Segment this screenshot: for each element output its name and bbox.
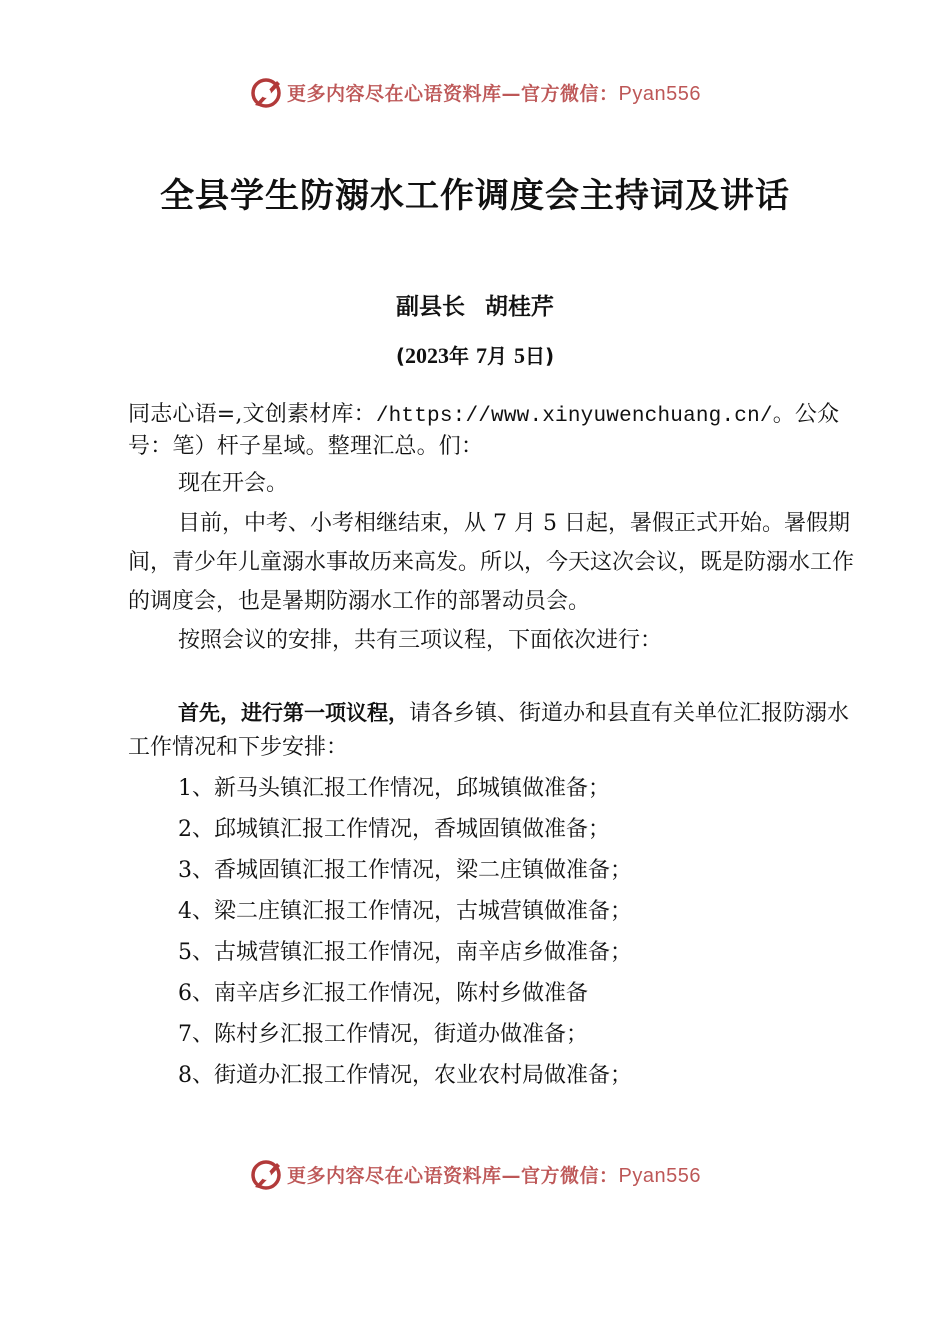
watermark-text <box>287 79 701 106</box>
date-open: ( <box>395 344 406 368</box>
watermark-banner-bottom <box>0 1154 950 1194</box>
watermark-banner-top <box>0 72 950 112</box>
watermark-separator: — <box>501 1164 522 1187</box>
watermark-slogan: 更多内容尽在心语资料库 <box>287 1164 502 1187</box>
agenda-one-rest: 请各乡镇、街道办和县直有关单位汇报防溺水工作情况和下步安排： <box>128 701 850 760</box>
watermark-wechat-label: 官方微信： <box>521 82 619 105</box>
agenda-one-lead: 首先，进行第一项议程， <box>178 701 409 725</box>
date-year-suffix: 年 <box>449 344 470 368</box>
intro-text-2: 。公众号：笔）杆子星域。整理汇总。们： <box>128 402 840 459</box>
watermark-wechat-id: Pyan556 <box>618 82 701 105</box>
brush-logo-icon <box>249 75 283 109</box>
list-item: 2、邱城镇汇报工作情况，香城固镇做准备； <box>178 817 610 842</box>
date-day: 5 <box>513 343 525 368</box>
speaker-name: 胡桂芹 <box>485 294 554 320</box>
brush-logo-icon <box>249 1157 283 1191</box>
list-item: 3、香城固镇汇报工作情况，梁二庄镇做准备； <box>178 858 632 883</box>
list-item: 4、梁二庄镇汇报工作情况，古城营镇做准备； <box>178 899 632 924</box>
watermark-slogan: 更多内容尽在心语资料库 <box>287 82 502 105</box>
date-month: 7 <box>476 343 487 368</box>
date-day-suffix: 日 <box>524 344 545 368</box>
speaker-line <box>0 288 950 321</box>
date-close: ) <box>544 344 555 368</box>
speaker-role: 副县长 <box>396 294 465 320</box>
paragraph-open-meeting: 现在开会。 <box>178 471 289 496</box>
main-paragraphs <box>128 464 868 661</box>
watermark-separator: — <box>501 82 522 105</box>
list-item: 7、陈村乡汇报工作情况，街道办做准备； <box>178 1022 588 1047</box>
date-month-suffix: 月 <box>487 344 507 368</box>
agenda-list <box>128 768 868 1096</box>
watermark-text <box>287 1161 701 1188</box>
document-title: 全县学生防溺水工作调度会主持词及讲话 <box>160 176 790 216</box>
date-year: 2023 <box>405 343 450 368</box>
list-item: 6、南辛店乡汇报工作情况，陈村乡做准备 <box>178 981 588 1006</box>
agenda-one-paragraph <box>128 696 868 765</box>
intro-url: /https://www.xinyuwenchuang.cn/ <box>375 405 773 428</box>
watermark-wechat-label: 官方微信： <box>521 1164 619 1187</box>
speech-date <box>0 340 950 369</box>
paragraph-summer-context: 目前，中考、小考相继结束，从 7 月 5 日起，暑假正式开始。暑假期间，青少年儿童溺水事故历来高发。所以，今天这次会议，既是防溺水工作的调度会，也是暑期防溺水工作的部署动员会。 <box>128 511 855 614</box>
paragraph-agenda-intro: 按照会议的安排，共有三项议程，下面依次进行： <box>178 628 663 653</box>
watermark-wechat-id: Pyan556 <box>618 1164 701 1187</box>
intro-text-1: 同志心语=,文创素材库： <box>128 402 376 427</box>
intro-paragraph <box>128 400 868 462</box>
list-item: 5、古城营镇汇报工作情况，南辛店乡做准备； <box>178 940 632 965</box>
list-item: 1、新马头镇汇报工作情况，邱城镇做准备； <box>178 776 610 801</box>
list-item: 8、街道办汇报工作情况，农业农村局做准备； <box>178 1063 632 1088</box>
intro-block <box>128 400 868 462</box>
agenda-one-block <box>128 696 868 765</box>
